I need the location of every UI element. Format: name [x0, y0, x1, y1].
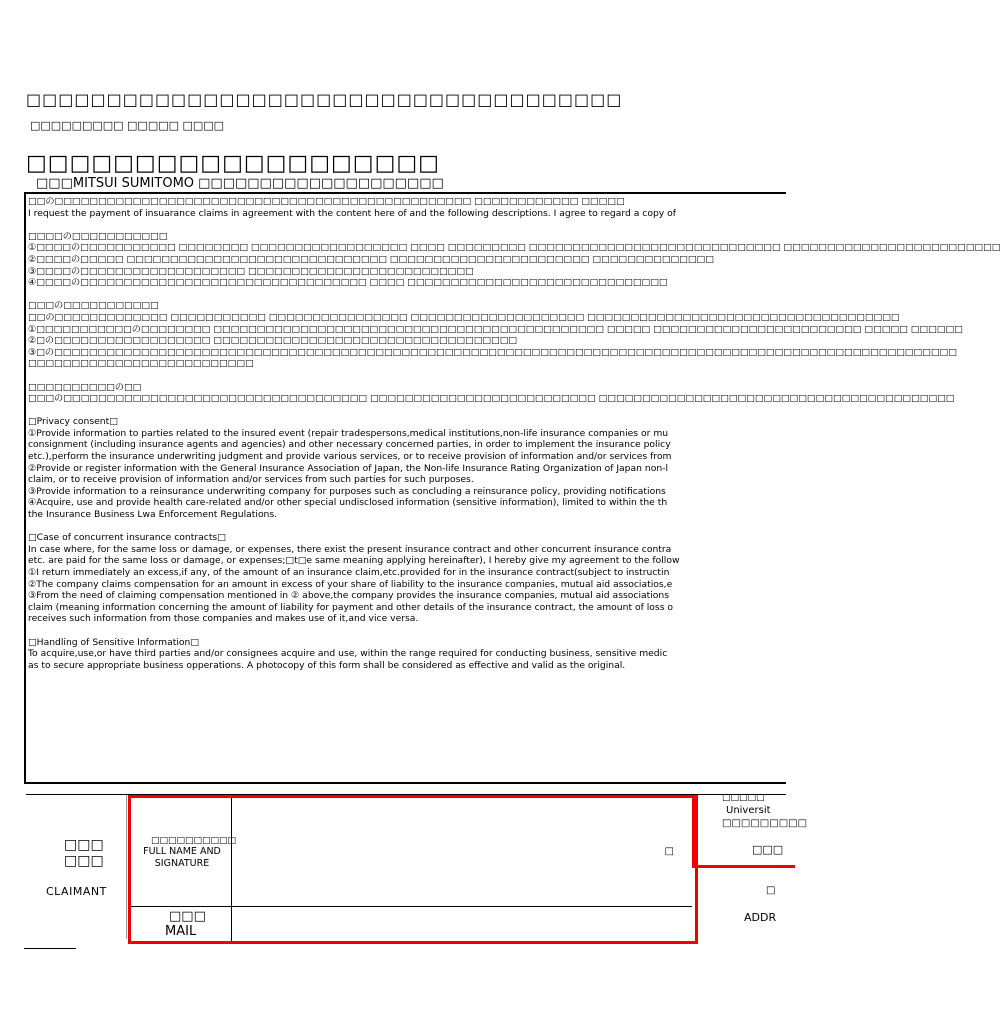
consent-line: ②The company claims compensation for an amount in excess of your share of liability to the insurance companies, mutual aid associatios,e [28, 578, 673, 590]
blank-line [28, 625, 1000, 637]
consent-line: ①□□□□□□□□□□□の□□□□□□□□ □□□□□□□□□□□□□□□□□□□□□□□□□□□□□□□□□□□□□□□□□□□□□ □□□□□ □□□□□□□□□□□□□□□□□□□□□□□□ □□□□□ □□□□□□ [28, 323, 963, 335]
claimant-label-jp: □□□ [64, 837, 104, 853]
consent-line: claim (meaning information concerning the amount of liability for payment and other details of the insurance contract, the amount of loss o [28, 601, 674, 613]
divider [24, 782, 770, 783]
consent-text-box [24, 192, 1000, 784]
full-name-label: FULL NAME AND [143, 846, 221, 857]
consent-line: □□□□□□□□□□の□□ [28, 381, 142, 393]
consent-line: consignment (including insurance agents and agencies) and other necessary concerned parties, in order to implement the insurance policy [28, 439, 671, 451]
consent-line: ③From the need of claiming compensation mentioned in ② above,the company provides the insurance companies, mutual aid associations [28, 590, 670, 602]
claimant-label: CLAIMANT [46, 885, 107, 898]
claimant-label-jp-2: □□□ [64, 853, 104, 869]
seal-mark: □ [664, 846, 674, 857]
form-subtitle: □□□MITSUI SUMITOMO □□□□□□□□□□□□□□□□□□□□ [36, 176, 444, 191]
consent-line: □□の□□□□□□□□□□□□□ □□□□□□□□□□□ □□□□□□□□□□□□□□□□ □□□□□□□□□□□□□□□□□□□□ □□□□□□□□□□□□□□□□□□□□□□□□□□□□□□□□□□□□ [28, 311, 900, 323]
blank-line [28, 370, 1000, 382]
blank-line [28, 289, 1000, 301]
signature-table [26, 793, 808, 941]
consent-line: □Handling of Sensitive Information□ [28, 636, 200, 648]
consent-line: ③Provide information to a reinsurance underwriting company for purposes such as concluding a reinsurance policy, providing notifications [28, 485, 666, 497]
consent-line: ②□の□□□□□□□□□□□□□□□□□□ □□□□□□□□□□□□□□□□□□□□□□□□□□□□□□□□□□□ [28, 335, 518, 347]
header-line-2: □□□□□□□□□ □□□□□ □□□□ [30, 119, 225, 132]
consent-line: ④Acquire, use and provide health care-related and/or other special undisclosed information (sensitive information), limited to within the th [28, 497, 668, 509]
consent-line: ③□□□□の□□□□□□□□□□□□□□□□□□□ □□□□□□□□□□□□□□□□□□□□□□□□□□ [28, 265, 474, 277]
consent-line: as to secure appropriate business opperations. A photocopy of this form shall be considered as effective and valid as the original. [28, 659, 626, 671]
consent-line: etc. are paid for the same loss or damage, or expenses;□t□e same meaning applying hereinafter), I hereby give my agreement to the follow [28, 555, 680, 567]
university-label: Universit [726, 805, 771, 816]
consent-line: ①I return immediately an excess,if any, of the amount of an insurance claim,etc.provided for in the insurance contract(subject to instructin [28, 567, 670, 578]
consent-line: ②Provide or register information with the General Insurance Association of Japan, the Non-life Insurance Rating Organization of Japan non-l [28, 462, 669, 474]
address-label-jp: □ [766, 885, 776, 896]
university-label-jp: □□□□□ [722, 793, 765, 803]
consent-line: □Case of concurrent insurance contracts□ [28, 532, 226, 544]
consent-line: □□□□□□□□□□□□□□□□□□□□□□□□□□ [28, 358, 254, 370]
consent-line: ④□□□□の□□□□□□□□□□□□□□□□□□□□□□□□□□□□□□□□□ □□□□ □□□□□□□□□□□□□□□□□□□□□□□□□□□□□□ [28, 277, 668, 289]
consent-line: □Privacy consent□ [28, 416, 118, 428]
consent-line: □□□□の□□□□□□□□□□□ [28, 230, 168, 242]
blank-line [28, 219, 1000, 231]
consent-line: receives such information from those companies and makes use of it,and vice versa. [28, 613, 419, 625]
consent-line: ③□の□□□□□□□□□□□□□□□□□□□□□□□□□□□□□□□□□□□□□□□□□□□□□□□□□□□□□□□□□□□□□□□□□□□□□□□□□□□□□□□□□□□□□□□□□□□□□□□□□□□□□□□□ [28, 346, 957, 358]
blank-line [28, 405, 1000, 417]
consent-line: In case where, for the same loss or damage, or expenses, there exist the present insurance contract and other concurrent insurance contra [28, 543, 672, 555]
mail-field[interactable] [232, 907, 692, 941]
consent-line: ①□□□□の□□□□□□□□□□□ □□□□□□□□ □□□□□□□□□□□□□□□□□□ □□□□ □□□□□□□□□ □□□□□□□□□□□□□□□□□□□□□□□□□□□□□ □□□□□□□□□□□□□□□□□□□□□□□□□ [28, 242, 1000, 254]
consent-line: claim, or to receive provision of information and/or services from such parties for such purposes. [28, 474, 474, 486]
consent-line: etc.),perform the insurance underwriting judgment and provide various services, or to receive provision of information and/or services from [28, 451, 672, 463]
full-name-field[interactable] [232, 798, 692, 907]
right-field-jp: □□□ [752, 843, 784, 856]
form-title: □□□□□□□□□□□□□□□□□□□ [26, 151, 440, 176]
mail-label-cell [131, 907, 232, 941]
consent-line: the Insurance Business Lwa Enforcement Regulations. [28, 509, 278, 521]
consent-line: □□□の□□□□□□□□□□□ [28, 300, 159, 312]
full-name-label-cell [131, 798, 237, 907]
claimant-cell [26, 795, 127, 939]
consent-line: I request the payment of insuarance claims in agreement with the content here of and the following descriptions. I agree to regard a copy of [28, 207, 676, 219]
university-sub-jp: □□□□□□□□□ [722, 818, 808, 829]
address-label: ADDR [744, 911, 777, 924]
footer-rule [24, 948, 76, 949]
consent-line: □□の□□□□□□□□□□□□□□□□□□□□□□□□□□□□□□□□□□□□□□□□□□□□□□□□ □□□□□□□□□□□□ □□□□□ [28, 196, 625, 207]
consent-line: ①Provide information to parties related to the insured event (repair tradespersons,medical institutions,non-life insurance companies or mu [28, 427, 669, 439]
header-line-1: □□□□□□□□□□□□□□□□□□□□□□□□□□□□□□□□□□□□□ [26, 90, 623, 109]
mail-label: MAIL [165, 924, 197, 939]
blank-line [28, 521, 1000, 533]
signature-label: SIGNATURE [154, 858, 210, 869]
consent-line: □□□の□□□□□□□□□□□□□□□□□□□□□□□□□□□□□□□□□□□ □□□□□□□□□□□□□□□□□□□□□□□□□□ □□□□□□□□□□□□□□□□□□□□□□□□□□□□□□□□□□□□□□□□□ [28, 393, 955, 405]
claimant-input-area [128, 795, 698, 944]
consent-line: ②□□□□の□□□□□ □□□□□□□□□□□□□□□□□□□□□□□□□□□□□□ □□□□□□□□□□□□□□□□□□□□□□□ □□□□□□□□□□□□□□ [28, 253, 714, 265]
mail-label-jp: □□□ [169, 909, 206, 924]
consent-text [28, 196, 1000, 671]
full-name-label-jp: □□□□□□□□□□ [151, 836, 237, 846]
consent-line: To acquire,use,or have third parties and/or consignees acquire and use, within the range required for conducting business, sensitive medic [28, 648, 668, 660]
